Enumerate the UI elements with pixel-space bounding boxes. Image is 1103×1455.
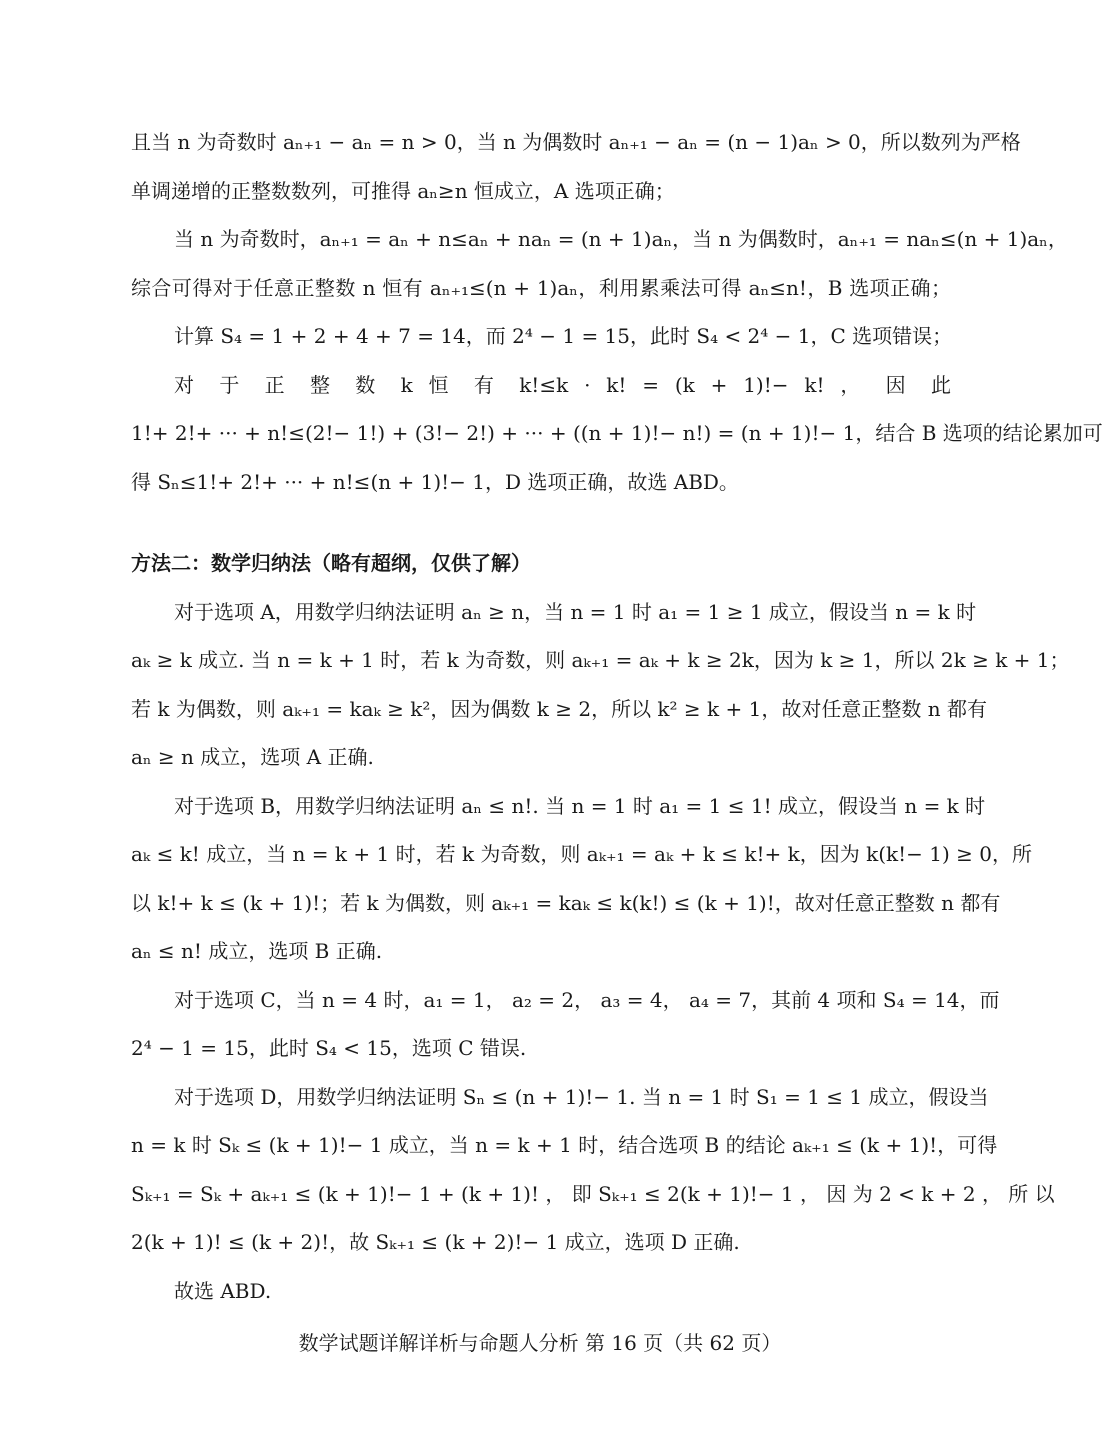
text-line: 对 于 正 整 数 k 恒 有 k!≤k · k! = (k + 1)!− k! ， 因 此 [174,372,951,397]
text-line: 1!+ 2!+ ··· + n!≤(2!− 1!) + (3!− 2!) + ··· + ((n + 1)!− n!) = (n + 1)!− 1，结合 B 选项的结论累加可 [131,421,1103,445]
text-line: 单调递增的正整数数列，可推得 aₙ≥n 恒成立，A 选项正确； [131,178,675,203]
text-line: 计算 S₄ = 1 + 2 + 4 + 7 = 14，而 2⁴ − 1 = 15，此时 S₄ < 2⁴ − 1，C 选项错误； [174,324,953,348]
text-line: n = k 时 Sₖ ≤ (k + 1)!− 1 成立，当 n = k + 1 时，结合选项 B 的结论 aₖ₊₁ ≤ (k + 1)!，可得 [131,1133,998,1157]
text-line: 对于选项 D，用数学归纳法证明 Sₙ ≤ (n + 1)!− 1. 当 n = 1 时 S₁ = 1 ≤ 1 成立，假设当 [174,1084,989,1109]
text-line: 故选 ABD. [174,1278,272,1303]
text-line: 以 k!+ k ≤ (k + 1)!；若 k 为偶数，则 aₖ₊₁ = kaₖ ≤ k(k!) ≤ (k + 1)!，故对任意正整数 n 都有 [131,890,1001,915]
text-line: 且当 n 为奇数时 aₙ₊₁ − aₙ = n > 0，当 n 为偶数时 aₙ₊₁ − aₙ = (n − 1)aₙ > 0，所以数列为严格 [131,130,1021,154]
section-gap [131,506,951,539]
text-line: Sₖ₊₁ = Sₖ + aₖ₊₁ ≤ (k + 1)!− 1 + (k + 1)! ， 即 Sₖ₊₁ ≤ 2(k + 1)!− 1 ， 因 为 2 < k + 2 ， 所 以 [131,1181,1055,1206]
text-line: 对于选项 A，用数学归纳法证明 aₙ ≥ n，当 n = 1 时 a₁ = 1 ≥ 1 成立，假设当 n = k 时 [174,599,977,624]
text-line: 对于选项 B，用数学归纳法证明 aₙ ≤ n!. 当 n = 1 时 a₁ = 1 ≤ 1! 成立，假设当 n = k 时 [174,793,986,818]
page-footer: 数学试题详解详析与命题人分析 第 16 页（共 62 页） [298,1331,782,1355]
text-line: 2(k + 1)! ≤ (k + 2)!，故 Sₖ₊₁ ≤ (k + 2)!− 1 成立，选项 D 正确. [131,1230,740,1254]
section-heading: 方法二：数学归纳法（略有超纲，仅供了解） [131,551,531,575]
text-line: 2⁴ − 1 = 15，此时 S₄ < 15，选项 C 错误. [131,1036,527,1060]
text-line: 若 k 为偶数，则 aₖ₊₁ = kaₖ ≥ k²，因为偶数 k ≥ 2，所以 k² ≥ k + 1，故对任意正整数 n 都有 [131,696,987,721]
text-line: aₖ ≥ k 成立. 当 n = k + 1 时，若 k 为奇数，则 aₖ₊₁ = aₖ + k ≥ 2k，因为 k ≥ 1，所以 2k ≥ k + 1； [131,648,1070,672]
text-line: 综合可得对于任意正整数 n 恒有 aₙ₊₁≤(n + 1)aₙ，利用累乘法可得 aₙ≤n!，B 选项正确； [131,275,951,300]
text-line: aₙ ≤ n! 成立，选项 B 正确. [131,939,383,963]
document-body [131,118,1103,1315]
text-line: 当 n 为奇数时，aₙ₊₁ = aₙ + n≤aₙ + naₙ = (n + 1)aₙ，当 n 为偶数时，aₙ₊₁ = naₙ≤(n + 1)aₙ， [174,227,1068,251]
text-line: 对于选项 C，当 n = 4 时，a₁ = 1， a₂ = 2， a₃ = 4， a₄ = 7，其前 4 项和 S₄ = 14，而 [174,987,1000,1012]
text-line: aₖ ≤ k! 成立，当 n = k + 1 时，若 k 为奇数，则 aₖ₊₁ = aₖ + k ≤ k!+ k，因为 k(k!− 1) ≥ 0，所 [131,842,1032,866]
text-line: 得 Sₙ≤1!+ 2!+ ··· + n!≤(n + 1)!− 1，D 选项正确，故选 ABD。 [131,469,739,494]
text-line: aₙ ≥ n 成立，选项 A 正确. [131,745,374,769]
